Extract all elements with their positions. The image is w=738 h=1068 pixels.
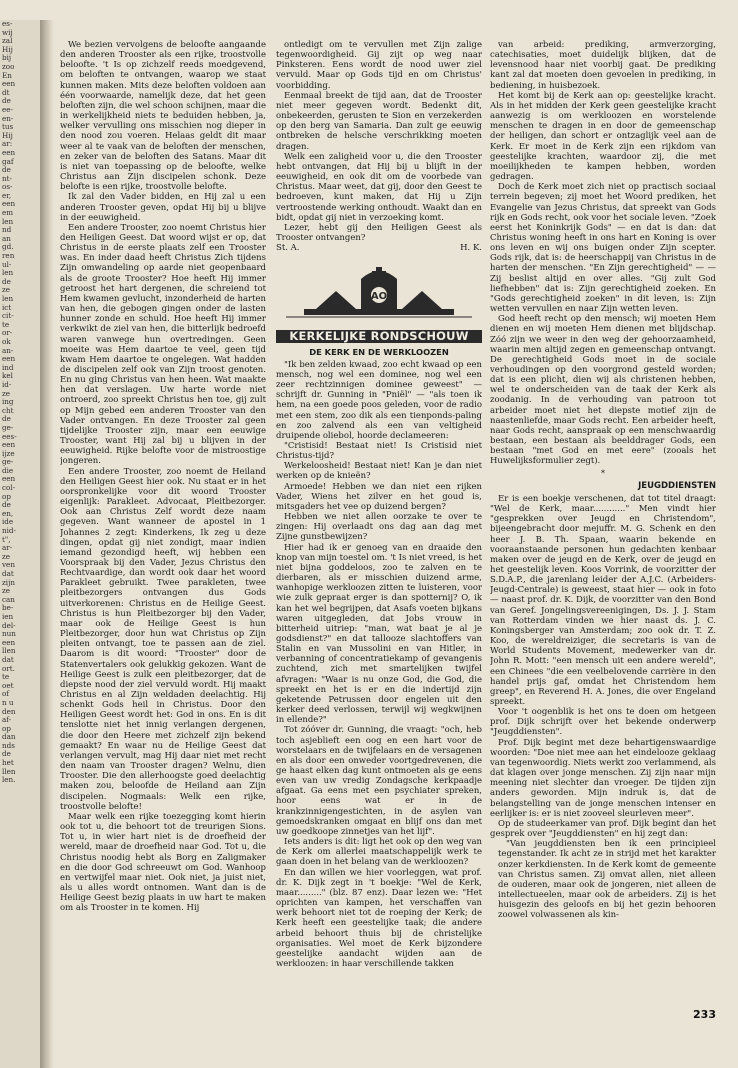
spine-fragment: dat: [2, 569, 14, 578]
paragraph: Voor 't oogenblik is het ons te doen om hetgeen prof. Dijk schrijft over het bekende onderwerp "Jeugddiensten".: [490, 707, 716, 738]
spine-fragment: ien: [2, 611, 14, 621]
spine-fragment: ort.: [2, 663, 15, 673]
spine-fragment: ze: [2, 551, 11, 561]
spine-fragment: ul-: [2, 259, 12, 269]
logo-monogram: AO: [370, 291, 388, 303]
spine-fragment: len: [2, 294, 14, 303]
paragraph: Er is een boekje verschenen, dat tot titel draagt: "Wel de Kerk, maar............" Men vindt hier "gesprekken over Jeugd en Christendom", bijeengebracht door mejuffr. M. G. Schenk en den heer J. B. Th. Spaan, waarin bekende en vooraanstaande personen hun gedachten kenbaar maken over de jeugd en de Kerk, over de jeugd en het geestelijk leven. Koos Vorrink, de voorzitter der S.D.A.P., die jarenlang leider der A.J.C. (Arbeiders-Jeugd-Centrale) is geweest, staat hier — ook in foto — naast prof. dr. K. Dijk, de voorzitter van den Bond van Geref. Jongelingsvereenigingen, Ds. J. J. Stam van Rotterdam vinden we hier naast ds. J. C. Koningsberger van Amsterdam; zoo ook dr. T. Z. Koo, de wereldreiziger, die secretaris is van de World Students Movement, medewerker van dr. John R. Mott: "een mensch uit een andere wereld", een Chinees "die een veelbelovende carrière in den handel prijs gaf, omdat het Christendom hem greep", en Reverend H. A. Jones, die over Engeland spreekt.: [490, 493, 716, 707]
column-left: [60, 40, 266, 1040]
spine-fragment: ind: [2, 362, 14, 372]
spine-fragment: een: [2, 637, 16, 647]
spine-fragment: een: [2, 199, 16, 209]
spine-fragment: kel: [2, 371, 13, 381]
paragraph: Een andere Trooster, zoo noemt Christus hier den Heiligen Geest. Dat woord wijst er op, dat Christus in de eerste plaats zelf een Trooster was. En inder daad heeft Christus Zich tijdens Zijn omwandeling op aarde niet geopenbaard als de groote Trooster? Hoe heeft Hij immer getroost het hart dergenen, die schreiend tot Hem kwamen gevlucht, inzonderheid de harten van hen, die gebogen gingen onder de lasten hunner zonde en schuld. Hoe heeft Hij immer verkwikt de ziel van hen, die bitterlijk bedroefd waren vanwege hun overtredingen. Geen moeite was Hem daartoe te veel, geen tijd kwam Hem daartoe te ongelegen. Wat hadden de discipelen zelf ook van Zijn troost genoten. En nu ging Christus van hen heen. Wat maakte hen dat verslagen. Uw harte worde niet ontroerd, zoo spreekt Christus hen toe, gij zult op Mijn gebed een anderen Trooster van den Vader ontvangen. En deze Trooster zal geen tijdelijke Trooster zijn, maar een eeuwige Trooster, want Hij zal bij u blijven in der eeuwigheid. Rijke belofte voor de mistroostige jongeren.: [60, 222, 266, 467]
section-banner: KERKELIJKE RONDSCHOUW: [276, 330, 482, 342]
spine-fragment: te: [2, 672, 10, 682]
spine-fragment: gaf: [2, 156, 14, 166]
spine-fragment: of: [2, 689, 9, 699]
spine-fragment: op: [2, 723, 11, 733]
spine-fragment: em: [2, 208, 14, 218]
spine-fragment: de: [2, 414, 11, 424]
paragraph: ontledigt om te vervullen met Zijn zalige tegenwoordigheid. Gij zijt op weg naar Pinksteren. Eens wordt de nood uwer ziel vervuld. Maar op Gods tijd en om Christus' voorbidding.: [276, 40, 482, 91]
spine-fragment: den: [2, 706, 16, 716]
paragraph: Hier had ik er genoeg van en draaide den knop van mijn toestel om. 't Is niet vreed, is het niet bijna goddeloos, zoo te zalven en te dierbaren, als er misschien duizend arme, wanhopige werkloozen zitten te luisteren, voor wie zulk gepraat erger is dan spotternij? O, ik kan het wel begrijpen, dat Asafs voeten bijkans waren uitgegleden, dat Jobs vrouw in bitterheid uitriep: "man, wat baat je al je godsdienst?" en dat tallooze slachtoffers van Stalin en van Mussolini en van Hitler, in verbanning of concentratiekamp of gevangenis zuchtend, zich met smartelijken twijfel afvragen: "Waar is nu onze God, die God, die spreekt en het is er en die indertijd zijn geketende Petrussen door engelen uit den kerker deed verlossen, terwijl wij wegkwijnen in ellende?": [276, 542, 482, 726]
paragraph: Lezer, hebt gij den Heiligen Geest als Trooster ontvangen?: [276, 222, 482, 243]
spine-fragment: de: [2, 165, 11, 175]
spine-fragment: die: [2, 465, 14, 475]
spine-fragment: de: [2, 276, 11, 286]
spine-fragment: cht: [2, 405, 14, 415]
spine-fragment: ijze: [2, 448, 15, 458]
paragraph: Welk een zaligheid voor u, die den Trooster hebt ontvangen, dat Hij bij u blijft in der eeuwigheid, en ook dit om de voorbede van Christus. Maar weet, dat gij, door den Geest te bedroeven, kunt maken, dat Hij u Zijn vertroostende werking onthoudt. Waakt dan en bidt, opdat gij niet in verzoeking komt.: [276, 151, 482, 223]
spine-fragment: llen: [2, 646, 16, 656]
spine-fragment: n u: [2, 697, 14, 707]
paragraph: Armoede! Hebben we dan niet een rijken Vader, Wiens het zilver en het goud is, mitsgaders het vee op duizend bergen?: [276, 481, 482, 512]
spine-fragment: ees-: [2, 431, 17, 441]
spine-fragment: oet: [2, 680, 14, 690]
spine-fragment: ze: [2, 388, 11, 398]
spine-fragment: ar:: [2, 139, 13, 149]
paragraph: Ik zal den Vader bidden, en Hij zal u een anderen Trooster geven, opdat Hij bij u blijve in der eeuwigheid.: [60, 192, 266, 223]
spine-fragment: llen: [2, 766, 16, 776]
spine-fragment: dt: [2, 87, 10, 97]
column-middle: [276, 40, 482, 1040]
previous-page-edge: [0, 20, 42, 1068]
paragraph: Het komt bij de Kerk aan op: geestelijke kracht. Als in het midden der Kerk geen geestelijke kracht aanwezig is om werkloozen en worstelende menschen te dragen in en door de gemeenschap der heiligen, dan schort er ontzaglijk veel aan de Kerk. Er moet in de Kerk zijn een rijkdom van geestelijke krachten, waardoor zij, die met moeilijkheden te kampen hebben, worden gedragen.: [490, 90, 716, 183]
spine-fragment: id-: [2, 379, 12, 389]
spine-fragment: het: [2, 758, 14, 768]
paragraph: Werkeloosheid! Bestaat niet! Kan je dan niet werken op de knieën?: [276, 461, 482, 482]
paragraph: Op de studeerkamer van prof. Dijk begint dan het gesprek over "Jeugddiensten" en hij zegt dan:: [490, 818, 716, 840]
article-heading: JEUGDDIENSTEN: [638, 480, 716, 491]
spine-fragment: er,: [2, 190, 12, 200]
spine-fragment: een: [2, 79, 16, 89]
spine-fragment: zal: [2, 36, 13, 46]
paragraph: We bezien vervolgens de beloofte aangaande den anderen Trooster als een rijke, troostvolle beloofte. 't Is op zichzelf reeds moedgevend, om beloften te ontvangen, waarop we staat kunnen maken. Mits deze beloften voldoen aan één voorwaarde, namelijk deze, dat het geen beloften zijn, die wel schoon schijnen, maar die in werkelijkheid niets te beduiden hebben, ja, welker vervulling ons misschien nog dieper in den nood zou voeren. Helaas geldt dit maar weer al te vaak van de beloften der menschen, en zeker van de beloften des Satans. Maar dit is niet van toepassing op de beloofte, welke Christus aan Zijn discipelen schonk. Deze belofte is een rijke, troostvolle belofte.: [60, 40, 266, 193]
spine-fragment: bij: [2, 53, 12, 63]
spine-fragment: En: [2, 70, 12, 80]
spine-fragment: de: [2, 749, 11, 759]
section-divider-star: *: [601, 468, 605, 478]
spine-fragment: t",: [2, 534, 11, 544]
page-number: 233: [693, 1008, 716, 1021]
spine-fragment: en,: [2, 508, 14, 518]
spine-fragment: an: [2, 233, 11, 243]
spine-fragment: een: [2, 354, 16, 364]
spine-fragment: col-: [2, 483, 16, 493]
spine-fragment: ict: [2, 302, 12, 312]
spine-fragment: an-: [2, 345, 14, 355]
paragraph: Doch de Kerk moet zich niet op practisch sociaal terrein begeven; zij moet het Woord prediken, het Evangelie van Jezus Christus, dat spreekt van Gods rijk en Gods recht, ook voor het sociale leven. "Zoek eerst het Koninkrijk Gods" — en dat is dan: dat Christus woning heeft in ons hart en Koning is over ons leven en wij ons buigen onder Zijn scepter. Gods rijk, dat is: de heerschappij van Christus in de harten der menschen. "En Zijn gerechtigheid" — — Zij beslist altijd en over alles. "Gij zult God liefhebben" dat is: Zijn gerechtigheid zoeken. En "Gods gerechtigheid zoeken" in dit leven, is: Zijn wetten vervullen en naar Zijn wetten leven.: [490, 182, 716, 315]
spine-fragment: te: [2, 319, 10, 329]
spine-fragment: een: [2, 440, 16, 450]
spine-fragment: dat: [2, 654, 14, 664]
spine-fragment: af-: [2, 715, 12, 725]
church-logo-illustration: [276, 261, 482, 323]
spine-fragment: nt-: [2, 173, 12, 183]
spine-fragment: een: [2, 474, 16, 484]
spine-fragment: ze: [2, 285, 11, 295]
spine-fragment: len: [2, 216, 14, 226]
spine-fragment: gd.: [2, 242, 14, 252]
spine-fragment: de: [2, 96, 11, 106]
article-signature: [276, 243, 482, 253]
spine-fragment: ven: [2, 560, 15, 570]
spine-fragment: cit-: [2, 311, 14, 321]
spine-fragment: del-: [2, 620, 16, 630]
spine-fragment: wij: [2, 27, 13, 37]
spine-fragment: can: [2, 594, 15, 604]
spine-fragment: en-: [2, 113, 14, 123]
signature-left: St. A.: [276, 243, 300, 254]
paragraph: Een andere Trooster, zoo noemt de Heiland den Heiligen Geest hier ook. Nu staat er in het oorspronkelijke voor dit woord Trooster eigenlijk: Parakleet. Advocaat, Pleitbezorger. Ook aan Christus Zelf wordt deze naam gegeven. Want wanneer de apostel in 1 Johannes 2 zegt: Kinderkens, Ik zeg u deze dingen, opdat gij niet zondigt, maar indien iemand gezondigd heeft, wij hebben een Voorspraak bij den Vader, Jezus Christus den Rechtvaardige, dan wordt ook daar het woord Parakleet gebruikt. Twee parakleten, twee pleitbezorgers ontvangen dus Gods uitverkorenen: Christus en de Heilige Geest. Christus is hun Pleitbezorger bij den Vader, maar ook de Heilige Geest is hun Pleitbezorger, door hun wat Christus op Zijn pleiten ontvangt, toe te passen aan de ziel. Daarom is dit woord: "Trooster" door de Statenvertalers ook gelukkig gekozen. Want de Heilige Geest is zulk een pleitbezorger, dat de diepste nood der ziel vervuld wordt. Hij maakt Christus en al Zijn weldaden deelachtig. Hij schenkt Gods heil in Christus. Door den Heiligen Geest wordt het: God in ons. En is dit tenslotte niet het innig verlangen dergenen, die door den Heere met zichzelf zijn bekend gemaakt? En waar nu de Heilige Geest dat verlangen vervult, mag Hij daar niet met recht den naam van Trooster dragen? Welnu, dien Trooster. Die den allerhoogste goed deelachtig maken zou, beloofde de Heiland aan Zijn discipelen. Nogmaals: Welk een rijke, troostvolle belofte!: [60, 466, 266, 812]
paragraph: "Van jeugddiensten ben ik een principieel tegenstander. Ik acht ze in strijd met het karakter onzer kerkdiensten. In de Kerk komt de gemeente van Christus samen. Zij omvat allen, niet alleen de ouderen, maar ook de jongeren, niet alleen de intellectueelen, maar ook de arbeiders. Zij is het huisgezin des geloofs en bij het gezin behooren zoowel volwassenen als kin-: [498, 839, 716, 921]
spine-fragment: zijn: [2, 577, 15, 587]
spine-fragment: ge-: [2, 457, 14, 467]
spine-fragment: nun: [2, 629, 16, 639]
spine-fragment: len: [2, 268, 14, 278]
spine-fragment: zoo: [2, 61, 15, 71]
spine-fragment: ide: [2, 517, 14, 527]
spine-fragment: op: [2, 491, 11, 501]
spine-fragment: nd: [2, 225, 12, 235]
spine-fragment: nid-: [2, 526, 16, 536]
spine-fragment: ar-: [2, 543, 13, 553]
spine-fragment: dan: [2, 732, 16, 742]
spine-fragment: ge-: [2, 422, 14, 432]
page-gutter: [40, 20, 54, 1068]
paragraph: Eenmaal breekt de tijd aan, dat de Trooster niet meer gegeven wordt. Bedenkt dit, onbekeerden, gerusten te Sion en verzekerden op den berg van Samaria. Dan zult ge eeuwig ontbreken de helsche verschrikking moeten dragen.: [276, 90, 482, 152]
paragraph: van arbeid: prediking, armverzorging, catechisaties, moet duidelijk blijken, dat de levensnood haar niet voorbij gaat. De prediking kant zal dat moeten doen gevoelen in prediking, in bediening, in huisbezoek.: [490, 40, 716, 91]
paragraph: En dan willen we hier voorleggen, wat prof. dr. K. Dijk zegt in 't boekje: "Wel de Kerk, maar........." (blz. 87 enz). Daar lezen we: "Het oprichten van kampen, het verschaffen van werk behoort niet tot de roeping der Kerk; de Kerk heeft een geestelijke taak; die andere arbeid behoort thuis bij de christelijke organisaties. Wel moet de Kerk bijzondere geestelijke aandacht wijden aan de werkloozen: in haar verschillende takken: [276, 867, 482, 969]
paragraph: Prof. Dijk begint met deze behartigenswaardige woorden: "Doe niet mee aan het eindelooze geklaag van tegenwoordig. Niets werkt zoo verlammend, als dat klagen over jonge menschen. Zij zijn naar mijn meening niet slechter dan vroeger. De tijden zijn anders geworden. Mijn indruk is, dat de belangstelling van de jonge menschen intenser en eerlijker is: er is niet zooveel sleurleven meer".: [490, 737, 716, 819]
spine-fragment: tus: [2, 122, 14, 132]
spine-fragment: be-: [2, 603, 14, 613]
spine-fragment: ze: [2, 586, 11, 596]
paragraph: Maar welk een rijke toezegging komt hierin ook tot u, die behoort tot de treurigen Sions. Tot u, in wier hart niet is de droefheid der wereld, maar de droefheid naar God. Tot u, die Christus noodig hebt als Borg en Zaligmaker en die door God schreeuwt om God. Wanhoop en vertwijfel maar niet. Ook niet, ja juist niet, als u alles wordt ontnomen. Want dan is de Heilige Geest bezig plaats in uw hart te maken om als Trooster in te komen. Hij: [60, 811, 266, 914]
spine-fragment: es-: [2, 20, 13, 28]
paragraph: Hebben we niet allen oorzake te over te zingen: Hij overlaadt ons dag aan dag met Zijne gunstbewijzen?: [276, 512, 482, 543]
spine-fragment: or-: [2, 328, 13, 338]
article-heading: DE KERK EN DE WERKLOOZEN: [309, 346, 449, 357]
spine-fragment: os-: [2, 182, 13, 192]
spine-fragment: ren: [2, 251, 15, 261]
spine-fragment: ee-: [2, 104, 13, 114]
spine-fragment: ok: [2, 336, 11, 346]
spine-fragment: de: [2, 500, 11, 510]
spine-fragment: Hij: [2, 44, 13, 54]
paragraph: Tot zóóver dr. Gunning, die vraagt: "och, heb toch asjeblieft een oog en een hart voor de worstelaars en de twijfelaars en de versagenen en als door een onweder voortgedrevenen, die ge haast elken dag kunt ontmoeten als ge eens even van uw vredig Zondagsche kerkpaadje afgaat. Ga eens met een psychiater spreken, hoor eens wat er in de krankzinnigengestichten, in de asylen van gemoedskranken omgaat en blijf ons dan met uw goedkoope zinnetjes van het lijf".: [276, 725, 482, 837]
signature-right: H. K.: [460, 243, 482, 254]
spine-fragment: nds: [2, 740, 15, 750]
column-right: [490, 40, 716, 1040]
spine-fragment: Hij: [2, 130, 13, 140]
paragraph: God heeft recht op den mensch; wij moeten Hem dienen en wij moeten Hem dienen met blijdschap. Zóó zijn we weer in den weg der gehoorzaamheid, waarin men altijd zegen en gemeenschap ontvangt. De gerechtigheid Gods moet in de sociale verhoudingen op den voorgrond gesteld worden; dat is een plicht, dien wij als christenen hebben, wel te onderscheiden van de taak der Kerk als zoodanig. In de verhouding van patroon tot arbeider moet niet het diepste motief zijn de naastenliefde, maar Gods recht. Een arbeider heeft, naar Gods recht, aanspraak op een menschwaardig bestaan, een bestaan als beelddrager Gods, een bestaan "met God en met eere" (zooals het Huwelijksformulier zegt).: [490, 314, 716, 467]
spine-fragment: ing: [2, 397, 14, 407]
spine-fragment: een: [2, 147, 16, 157]
paragraph: "Cristisid! Bestaat niet! Is Cristisid niet Christus-tijd?: [276, 441, 482, 462]
paragraph: "Ik ben zelden kwaad, zoo echt kwaad op een mensch, nog wel een dominee, nog wel een zeer rechtzinnigen dominee geweest" — schrijft dr. Gunning in "Pniël" — "als toen ik hem, na een goede poos geleden, voor de radio met een stem, zoo dik als een tienponds-paling en zoo zalvend als een van veltigheid druipende oliebol, hoorde declameeren:: [276, 359, 482, 441]
spine-fragment: len.: [2, 775, 16, 785]
paragraph: Iets anders is dit: ligt het ook op den weg van de Kerk om allerlei maatschappelijk werk te gaan doen in het belang van de werkloozen?: [276, 837, 482, 868]
